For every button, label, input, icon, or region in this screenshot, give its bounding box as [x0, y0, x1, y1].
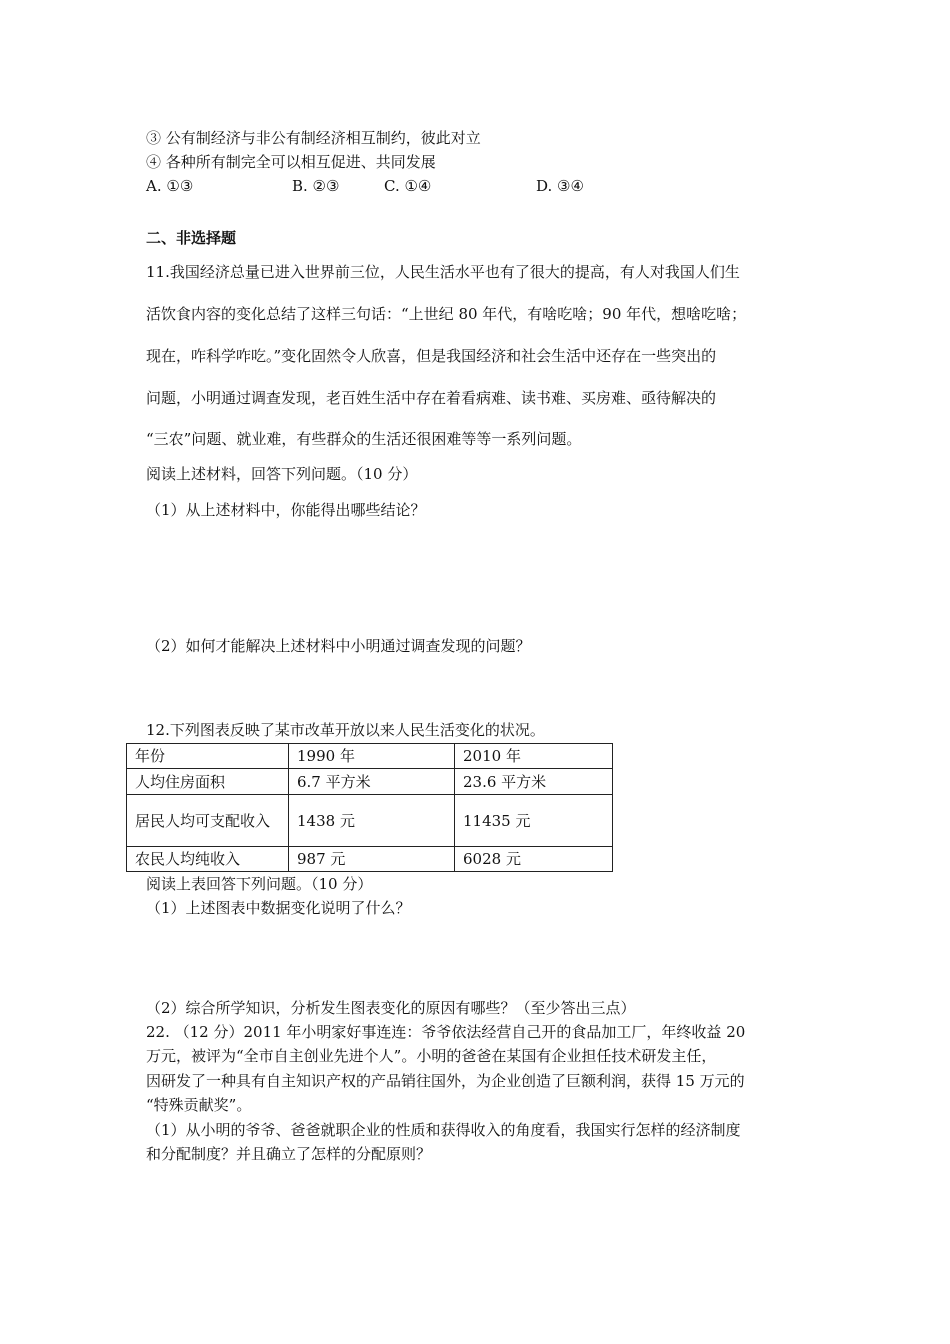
table-cell: 居民人均可支配收入 — [127, 795, 289, 847]
section-heading: 二、非选择题 — [146, 229, 237, 247]
table-cell: 6028 元 — [455, 847, 613, 872]
table-cell: 年份 — [127, 744, 289, 769]
q11-sub-question-2: （2）如何才能解决上述材料中小明通过调查发现的问题？ — [146, 637, 531, 655]
q22-line-4: “特殊贡献奖”。 — [146, 1096, 252, 1114]
option-b: B. ②③ — [292, 177, 340, 195]
q12-sub-question-1: （1）上述图表中数据变化说明了什么？ — [146, 899, 411, 917]
option-d: D. ③④ — [536, 177, 584, 195]
q22-line-1: 22. （12 分）2011 年小明家好事连连：爷爷依法经营自己开的食品加工厂，年终收益 20 — [146, 1023, 746, 1041]
table-cell: 1990 年 — [289, 744, 455, 769]
option-c: C. ①④ — [384, 177, 432, 195]
table-cell: 23.6 平方米 — [455, 769, 613, 795]
table-cell: 人均住房面积 — [127, 769, 289, 795]
table-cell: 1438 元 — [289, 795, 455, 847]
q11-instruction: 阅读上述材料，回答下列问题。（10 分） — [146, 465, 418, 483]
data-table — [126, 743, 613, 872]
table-cell: 农民人均纯收入 — [127, 847, 289, 872]
table-row — [127, 847, 613, 872]
table-cell: 2010 年 — [455, 744, 613, 769]
q11-line-5: “三农”问题、就业难，有些群众的生活还很困难等等一系列问题。 — [146, 430, 582, 448]
q11-sub-question-1: （1）从上述材料中，你能得出哪些结论？ — [146, 501, 426, 519]
q10-item-4: ④ 各种所有制完全可以相互促进、共同发展 — [146, 153, 436, 171]
q22-line-3: 因研发了一种具有自主知识产权的产品销往国外，为企业创造了巨额利润，获得 15 万元的 — [146, 1072, 745, 1090]
q22-sub-question-1: （1）从小明的爷爷、爸爸就职企业的性质和获得收入的角度看，我国实行怎样的经济制度 — [146, 1121, 741, 1139]
q22-sub-question-1-cont: 和分配制度？并且确立了怎样的分配原则？ — [146, 1145, 432, 1163]
q11-line-1: 11.我国经济总量已进入世界前三位，人民生活水平也有了很大的提高，有人对我国人们生 — [146, 263, 740, 281]
table-row — [127, 769, 613, 795]
option-a: A. ①③ — [146, 177, 194, 195]
q12-instruction: 阅读上表回答下列问题。（10 分） — [146, 875, 373, 893]
q22-line-2: 万元，被评为“全市自主创业先进个人”。小明的爸爸在某国有企业担任技术研发主任， — [146, 1047, 717, 1065]
table-row — [127, 795, 613, 847]
table-cell: 11435 元 — [455, 795, 613, 847]
table-cell: 6.7 平方米 — [289, 769, 455, 795]
q12-sub-question-2: （2）综合所学知识，分析发生图表变化的原因有哪些？（至少答出三点） — [146, 999, 636, 1017]
q10-options — [146, 176, 746, 196]
table-cell: 987 元 — [289, 847, 455, 872]
q11-line-2: 活饮食内容的变化总结了这样三句话：“上世纪 80 年代，有啥吃啥；90 年代，想啥吃啥； — [146, 305, 747, 323]
q10-item-3: ③ 公有制经济与非公有制经济相互制约，彼此对立 — [146, 129, 481, 147]
q12-intro: 12.下列图表反映了某市改革开放以来人民生活变化的状况。 — [146, 721, 545, 739]
q11-line-3: 现在，咋科学咋吃。”变化固然令人欣喜，但是我国经济和社会生活中还存在一些突出的 — [146, 347, 717, 365]
q11-line-4: 问题，小明通过调查发现，老百姓生活中存在着看病难、读书难、买房难、亟待解决的 — [146, 389, 717, 407]
table-header-row — [127, 744, 613, 769]
